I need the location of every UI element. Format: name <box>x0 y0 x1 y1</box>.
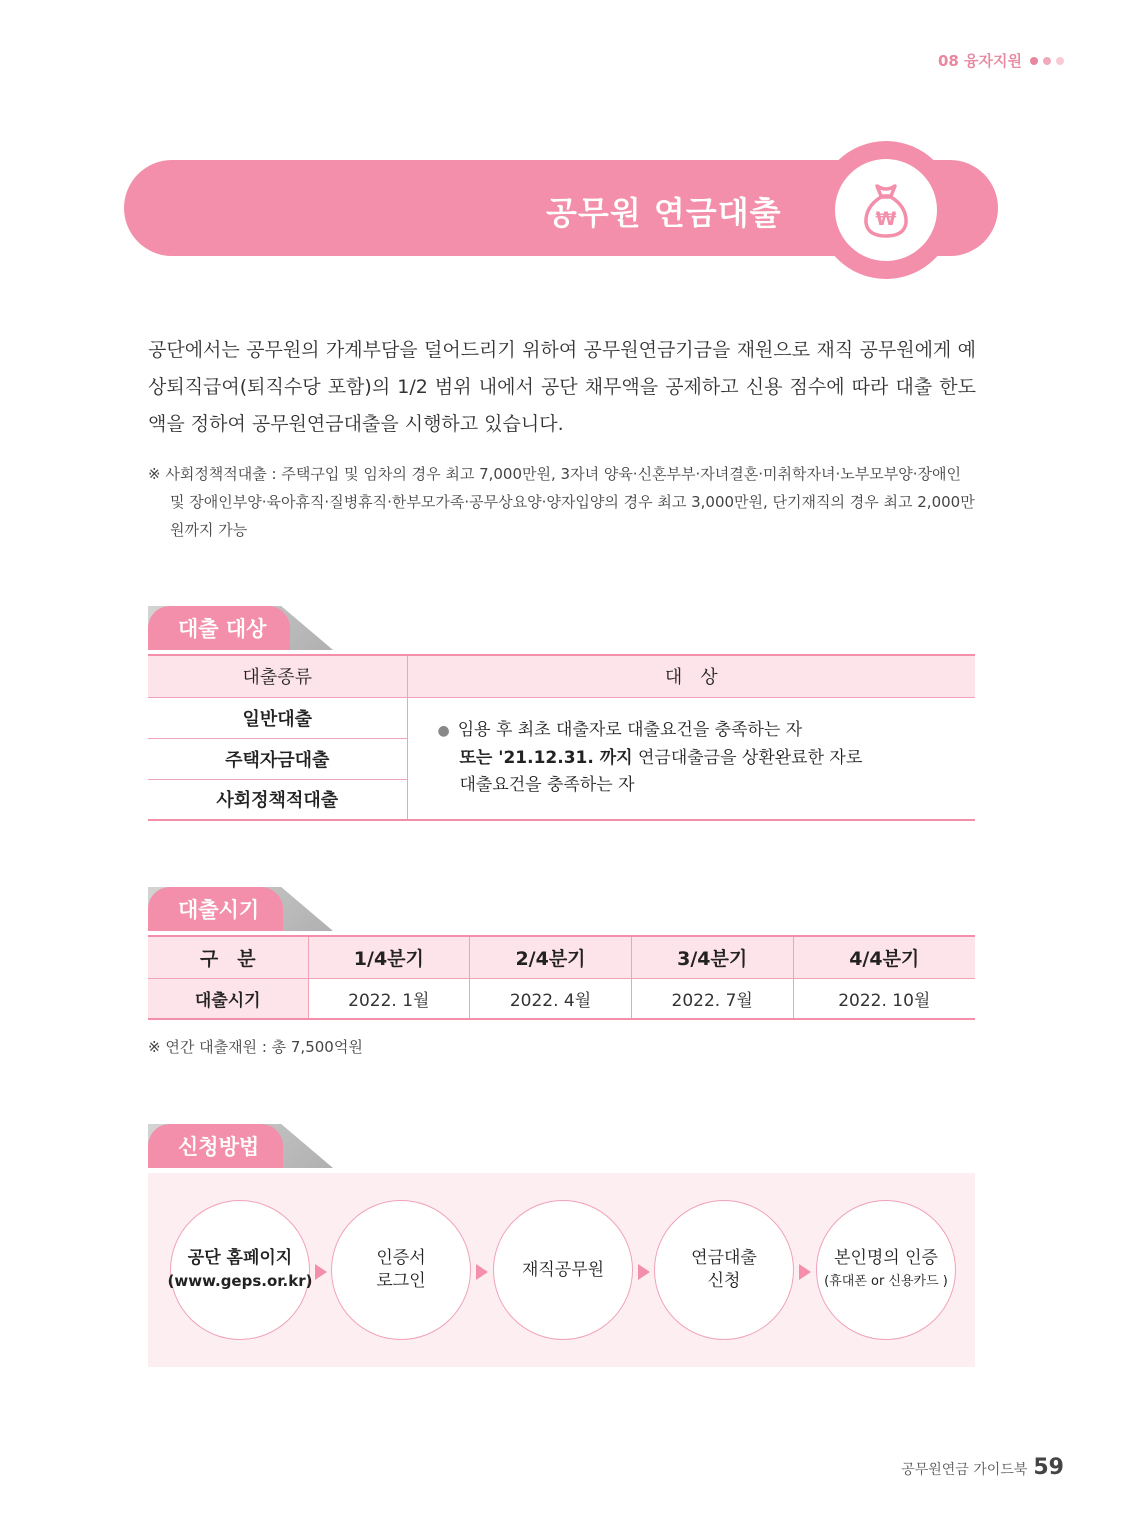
page-number: 59 <box>1033 1455 1064 1480</box>
step-label: 공단 홈페이지 <box>187 1248 293 1268</box>
application-process <box>148 1173 975 1367</box>
section-tab-application <box>148 1124 283 1168</box>
arrow-right-icon <box>476 1264 488 1280</box>
table-header: 대 상 <box>407 655 975 697</box>
target-line <box>438 745 976 772</box>
arrow-right-icon <box>315 1264 327 1280</box>
table-header: 대출종류 <box>148 655 407 697</box>
row-header: 대출시기 <box>148 978 308 1019</box>
period-cell: 2022. 10월 <box>793 978 975 1019</box>
table-header: 4/4분기 <box>793 936 975 978</box>
section-tab-loan-target <box>148 606 290 650</box>
step-label: 인증서 <box>376 1248 426 1268</box>
step-label: 재직공무원 <box>521 1259 605 1280</box>
process-step <box>493 1200 633 1340</box>
arrow-right-icon <box>799 1264 811 1280</box>
target-text-bold: 또는 '21.12.31. 까지 <box>459 748 633 769</box>
loan-target-cell <box>407 697 975 820</box>
loan-type-cell: 사회정책적대출 <box>148 779 407 820</box>
dot-icon <box>1030 57 1038 65</box>
loan-type-cell: 일반대출 <box>148 697 407 738</box>
target-text: 임용 후 최초 대출자로 대출요건을 충족하는 자 <box>457 720 803 741</box>
process-step <box>654 1200 794 1340</box>
loan-type-cell: 주택자금대출 <box>148 738 407 779</box>
table-header: 3/4분기 <box>631 936 793 978</box>
section-title: 신청방법 <box>148 1124 283 1168</box>
process-step <box>331 1200 471 1340</box>
dot-icon <box>1043 57 1051 65</box>
step-sublabel: (www.geps.or.kr) <box>167 1272 313 1290</box>
step-label: 연금대출 <box>691 1248 757 1268</box>
funding-note: ※ 연간 대출재원 : 총 7,500억원 <box>148 1038 363 1056</box>
table-header: 구 분 <box>148 936 308 978</box>
dot-icon <box>1056 57 1064 65</box>
target-line: 대출요건을 충족하는 자 <box>459 775 635 796</box>
target-text: 연금대출금을 상환완료한 자로 <box>632 748 863 769</box>
period-cell: 2022. 4월 <box>470 978 632 1019</box>
table-header: 2/4분기 <box>470 936 632 978</box>
svg-text:₩: ₩ <box>875 208 897 230</box>
table-header: 1/4분기 <box>308 936 470 978</box>
page-title: 공무원 연금대출 <box>546 194 782 232</box>
loan-target-table <box>148 654 975 821</box>
step-label: 본인명의 인증 <box>834 1248 938 1268</box>
arrow-right-icon <box>638 1264 650 1280</box>
section-tab-loan-period <box>148 887 283 931</box>
section-title: 대출 대상 <box>148 606 290 650</box>
intro-paragraph: 공단에서는 공무원의 가계부담을 덜어드리기 위하여 공무원연금기금을 재원으로 재직 공무원에게 예상퇴직급여(퇴직수당 포함)의 1/2 범위 내에서 공단 채무액을 공제하고 신용 점수에 따라 대출 한도액을 정하여 공무원연금대출을 시행하고 있습니다. <box>148 339 976 435</box>
period-cell: 2022. 1월 <box>308 978 470 1019</box>
chapter-dots <box>1030 57 1064 65</box>
money-bag-won-icon <box>835 159 937 261</box>
page-footer <box>901 1455 1064 1480</box>
target-line <box>438 717 976 745</box>
social-loan-note: ※ 사회정책적대출 : 주택구입 및 임차의 경우 최고 7,000만원, 3자녀 양육·신혼부부·자녀결혼·미취학자녀·노부모부양·장애인 및 장애인부양·육아휴직·질병휴직·한부모가족·공무상요양·양자입양의 경우 최고 3,000만원, 단기재직의 경우 최고 2,000만원까지 가능 <box>148 465 975 539</box>
process-step <box>167 1200 313 1340</box>
period-cell: 2022. 7월 <box>631 978 793 1019</box>
bullet-icon: ● <box>437 723 450 740</box>
chapter-label: 08 융자지원 <box>937 52 1022 70</box>
chapter-header <box>938 50 1064 71</box>
step-sublabel: 로그인 <box>376 1271 426 1291</box>
step-sublabel: 신청 <box>707 1271 741 1291</box>
section-title: 대출시기 <box>148 887 283 931</box>
book-title: 공무원연금 가이드북 <box>901 1462 1028 1478</box>
step-sublabel: (휴대폰 or 신용카드 ) <box>824 1274 948 1289</box>
process-step <box>816 1200 956 1340</box>
loan-period-table <box>148 935 975 1020</box>
